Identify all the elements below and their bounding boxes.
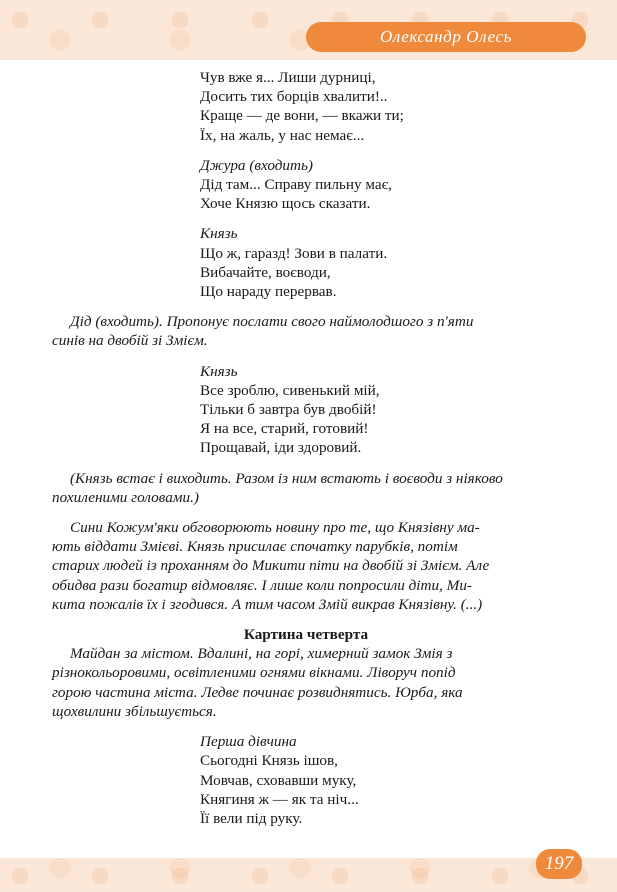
- stanza-2: [52, 156, 560, 214]
- verse-line: Прощавай, іди здоровий.: [200, 439, 362, 457]
- remark-line: Дід (входить). Пропонує послати свого наймолодшого з п'яти: [70, 313, 474, 331]
- stanza-4: [52, 362, 560, 458]
- author-header-tab: [306, 22, 586, 52]
- verse-line: Досить тих борців хвалити!..: [200, 88, 388, 106]
- scene-title: Картина четверта: [243, 626, 369, 644]
- verse-line: Я на все, старий, готовий!: [200, 420, 369, 438]
- verse-line: Що нараду перервав.: [200, 283, 337, 301]
- stage-remark-1: [52, 312, 560, 350]
- scene-description: [52, 644, 560, 721]
- verse-line: Тільки б завтра був двобій!: [200, 401, 377, 419]
- stanza-1: [52, 68, 560, 145]
- scene-line: горою частина міста. Ледве починає розвиднятись. Юрба, яка: [52, 683, 463, 701]
- page-number: 197: [544, 853, 574, 874]
- author-name: Олександр Олесь: [379, 27, 513, 46]
- verse-line: Краще — де вони, — вкажи ти;: [200, 107, 404, 125]
- speaker-name: Джура (входить): [200, 156, 313, 174]
- summary-line: старих людей із проханням до Микити піти на двобій зі Змієм. Але: [52, 557, 490, 575]
- verse-line: Дід там... Справу пильну має,: [200, 176, 392, 194]
- speaker-name: Князь: [200, 362, 238, 380]
- summary-line: кита пожалів їх і згодився. А тим часом Змій викрав Князівну. (...): [52, 595, 483, 613]
- page-content: [52, 68, 560, 828]
- scene-line: різнокольоровими, освітленими огнями вікнами. Ліворуч попід: [52, 664, 456, 682]
- verse-line: Її вели під руку.: [200, 809, 303, 827]
- remark-line: похиленими головами.): [52, 488, 199, 506]
- summary-line: ють віддати Змієві. Князь присилає спочатку парубків, потім: [52, 538, 458, 556]
- footer-ornament: [0, 858, 617, 892]
- stanza-3: [52, 224, 560, 301]
- verse-line: Що ж, гаразд! Зови в палати.: [200, 244, 388, 262]
- remark-line: синів на двобій зі Змієм.: [52, 332, 208, 350]
- page-number-badge: [536, 849, 582, 879]
- plot-summary: [52, 518, 560, 614]
- verse-line: Вибачайте, воєводи,: [200, 263, 331, 281]
- summary-line: обидва рази богатир відмовляє. І лише коли попросили діти, Ми-: [52, 576, 472, 594]
- speaker-name: Перша дівчина: [200, 733, 297, 751]
- speaker-name: Князь: [200, 225, 238, 243]
- verse-line: Княгиня ж — як та ніч...: [200, 790, 359, 808]
- stage-remark-2: [52, 469, 560, 507]
- scene-line: щохвилини збільшується.: [52, 702, 217, 720]
- verse-line: Чув вже я... Лиши дурниці,: [200, 69, 376, 86]
- verse-line: Хоче Князю щось сказати.: [200, 195, 371, 213]
- remark-line: (Князь встає і виходить. Разом із ним встають і воєводи з ніяково: [70, 469, 503, 487]
- verse-line: Все зроблю, сивенький мій,: [200, 381, 380, 399]
- verse-line: Сьогодні Князь ішов,: [200, 752, 338, 770]
- verse-line: Їх, на жаль, у нас немає...: [200, 126, 365, 144]
- verse-line: Мовчав, сховавши муку,: [200, 771, 357, 789]
- summary-line: Сини Кожум'яки обговорюють новину про те, що Князівну ма-: [70, 519, 480, 537]
- stanza-5: [52, 732, 560, 828]
- scene-line: Майдан за містом. Вдалині, на горі, химерний замок Змія з: [70, 645, 453, 663]
